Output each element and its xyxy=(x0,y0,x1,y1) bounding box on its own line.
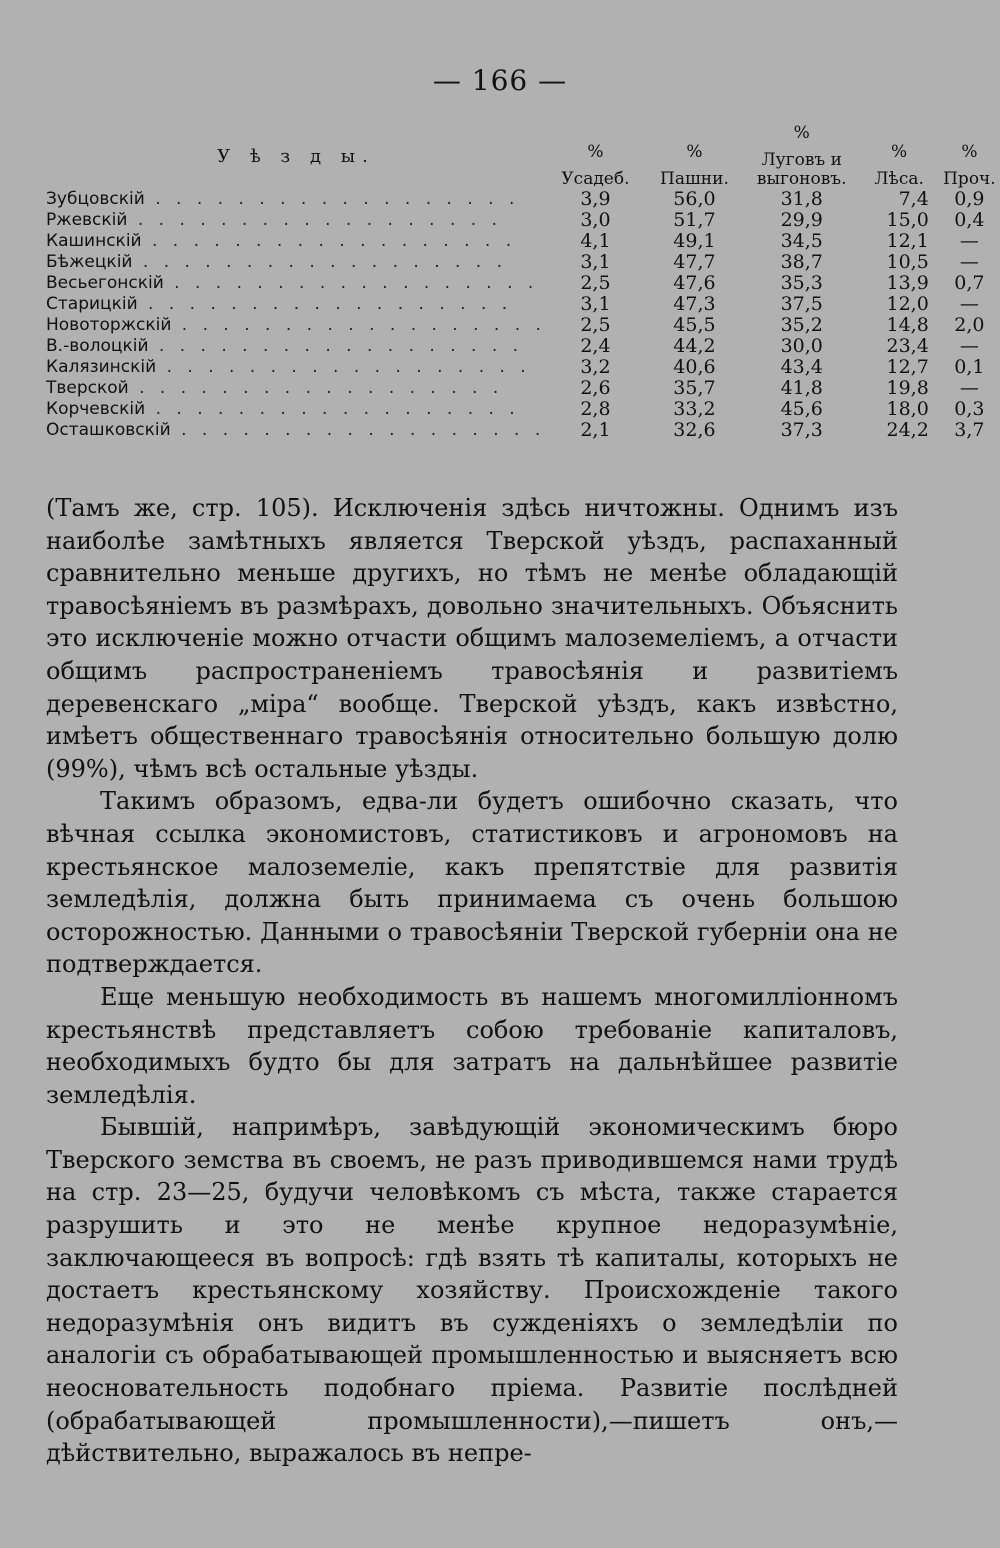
percent-sign: % xyxy=(793,123,810,143)
value-cell: 35,7 xyxy=(673,377,716,399)
value-cell: 3,0 xyxy=(580,209,611,231)
value-cell: 47,7 xyxy=(673,251,716,273)
leader-dots: . . . . . . . . . . . . . . . . . . xyxy=(127,210,502,230)
value-cell: 3,2 xyxy=(580,356,611,378)
value-cell: 38,7 xyxy=(780,251,823,273)
page-number: — 166 — xyxy=(432,64,568,97)
value-cell: 12,1 xyxy=(886,230,929,252)
value-cell: 2,5 xyxy=(580,314,611,336)
value-cell: 33,2 xyxy=(673,398,716,420)
value-cell: 2,6 xyxy=(580,377,611,399)
district-name-cell xyxy=(46,231,546,252)
column-label: Проч. xyxy=(943,169,996,189)
value-cell: 3,9 xyxy=(580,188,611,210)
column-label: Луговъ и выгоновъ. xyxy=(756,150,847,189)
value-cell: 2,4 xyxy=(580,335,611,357)
leader-dots: . . . . . . . . . . . . . . . . . . xyxy=(132,252,508,272)
column-label: Усадеб. xyxy=(561,169,630,189)
value-cell: 35,2 xyxy=(780,314,823,336)
paragraph: Еще меньшую необходимость въ нашемъ многомилліонномъ крестьянствѣ представляетъ собою требованіе капиталовъ, необходимыхъ будто бы для затратъ на дальнѣйшее развитіе земледѣлія. xyxy=(46,982,898,1109)
percent-sign: % xyxy=(587,142,604,162)
district-name-cell xyxy=(46,420,546,441)
value-cell: — xyxy=(959,293,979,315)
district-name: Бѣжецкій xyxy=(46,252,133,272)
district-name: Тверской xyxy=(46,378,129,398)
table-header-row xyxy=(46,124,1000,189)
column-label: Пашни. xyxy=(660,169,729,189)
value-cell: 23,4 xyxy=(886,335,929,357)
leader-dots: . . . . . . . . . . . . . . . . . . xyxy=(171,315,546,335)
value-cell: 45,6 xyxy=(780,398,823,420)
column-label: Лѣса. xyxy=(874,169,924,189)
land-use-table xyxy=(46,124,1000,441)
value-cell: 31,8 xyxy=(780,188,823,210)
district-name-cell xyxy=(46,294,546,315)
value-cell: — xyxy=(959,251,979,273)
district-name-cell xyxy=(46,336,546,357)
table-row xyxy=(46,315,1000,336)
value-cell: 47,6 xyxy=(673,272,716,294)
value-cell: — xyxy=(959,377,979,399)
leader-dots: . . . . . . . . . . . . . . . . . . xyxy=(144,189,520,209)
value-cell: 12,7 xyxy=(886,356,929,378)
column-header-usadby xyxy=(546,124,645,189)
district-name: Старицкій xyxy=(46,294,138,314)
district-name: Калязинскій xyxy=(46,357,157,377)
table-row xyxy=(46,294,1000,315)
table-row xyxy=(46,336,1000,357)
value-cell: 37,5 xyxy=(780,293,823,315)
district-name: Корчевскій xyxy=(46,399,146,419)
district-name: Новоторжскій xyxy=(46,315,172,335)
value-cell: 0,7 xyxy=(954,272,985,294)
value-cell: 37,3 xyxy=(780,419,823,441)
table-row xyxy=(46,420,1000,441)
leader-dots: . . . . . . . . . . . . . . . . . . xyxy=(148,336,524,356)
value-cell: 34,5 xyxy=(780,230,823,252)
district-name: Зубцовскій xyxy=(46,189,145,209)
value-cell: 7,4 xyxy=(898,188,929,210)
value-cell: 2,1 xyxy=(580,419,611,441)
leader-dots: . . . . . . . . . . . . . . . . . . xyxy=(137,294,513,314)
column-header-proch xyxy=(939,124,1000,189)
table-row xyxy=(46,231,1000,252)
leader-dots: . . . . . . . . . . . . . . . . . . xyxy=(170,420,546,440)
table-row xyxy=(46,378,1000,399)
district-name: Осташковскій xyxy=(46,420,171,440)
value-cell: 4,1 xyxy=(580,230,611,252)
value-cell: 2,5 xyxy=(580,272,611,294)
value-cell: 0,1 xyxy=(954,356,985,378)
paragraph: Бывшій, напримѣръ, завѣдующій экономическимъ бюро Тверского земства въ своемъ, не разъ приводившемся нами трудѣ на стр. 23—25, будучи человѣкомъ съ мѣста, также старается разрушить и это не менѣе крупное недоразумѣніе, заключающееся въ вопросѣ: гдѣ взять тѣ капиталы, которыхъ не достаетъ крестьянскому хозяйству. Происхожденіе такого недоразумѣнія онъ видитъ въ сужденіяхъ о земледѣліи по аналогіи съ обрабатывающей промышленностью и выясняетъ всю неосновательность подобнаго пріема. Развитіе послѣдней (обрабатывающей промышленности),—пишетъ онъ,—дѣйствительно, выражалось въ непре- xyxy=(46,1113,898,1468)
district-name-cell xyxy=(46,378,546,399)
table-row xyxy=(46,189,1000,210)
value-cell: 44,2 xyxy=(673,335,716,357)
value-cell: 3,1 xyxy=(580,293,611,315)
district-name-cell xyxy=(46,399,546,420)
district-name-cell xyxy=(46,315,546,336)
district-name: Весьегонскій xyxy=(46,273,164,293)
value-cell: 49,1 xyxy=(673,230,716,252)
value-cell: — xyxy=(959,230,979,252)
value-cell: 41,8 xyxy=(780,377,823,399)
column-header-lesa xyxy=(859,124,938,189)
value-cell: 3,1 xyxy=(580,251,611,273)
percent-sign: % xyxy=(891,142,908,162)
paragraph: Такимъ образомъ, едва-ли будетъ ошибочно сказать, что вѣчная ссылка экономистовъ, статистиковъ и агрономовъ на крестьянское малоземеліе, какъ препятствіе для развитія земледѣлія, должна быть принимаема съ очень большою осторожностью. Данными о травосѣяніи Тверской губерніи она не подтверждается. xyxy=(46,787,898,979)
body-text xyxy=(46,492,898,1470)
district-name-cell xyxy=(46,252,546,273)
value-cell: 43,4 xyxy=(780,356,823,378)
value-cell: 19,8 xyxy=(886,377,929,399)
value-cell: 12,0 xyxy=(886,293,929,315)
value-cell: 14,8 xyxy=(886,314,929,336)
value-cell: 0,4 xyxy=(954,209,985,231)
value-cell: 3,7 xyxy=(954,419,985,441)
value-cell: 15,0 xyxy=(886,209,929,231)
value-cell: 0,3 xyxy=(954,398,985,420)
district-name-cell xyxy=(46,210,546,231)
column-header-lugov xyxy=(744,124,859,189)
value-cell: 29,9 xyxy=(780,209,823,231)
leader-dots: . . . . . . . . . . . . . . . . . . xyxy=(163,273,539,293)
value-cell: 24,2 xyxy=(886,419,929,441)
district-name-cell xyxy=(46,273,546,294)
value-cell: 51,7 xyxy=(673,209,716,231)
column-header-pashni xyxy=(645,124,744,189)
value-cell: — xyxy=(959,335,979,357)
leader-dots: . . . . . . . . . . . . . . . . . . xyxy=(141,231,517,251)
leader-dots: . . . . . . . . . . . . . . . . . . xyxy=(156,357,531,377)
value-cell: 30,0 xyxy=(780,335,823,357)
district-name: Ржевскій xyxy=(46,210,128,230)
table-row xyxy=(46,399,1000,420)
percent-sign: % xyxy=(686,142,703,162)
percent-sign: % xyxy=(961,142,978,162)
table-row xyxy=(46,210,1000,231)
district-name-cell xyxy=(46,189,546,210)
district-name: Кашинскій xyxy=(46,231,142,251)
value-cell: 2,8 xyxy=(580,398,611,420)
value-cell: 2,0 xyxy=(954,314,985,336)
district-column-header: У ѣ з д ы. xyxy=(217,146,375,167)
table-row xyxy=(46,252,1000,273)
value-cell: 10,5 xyxy=(886,251,929,273)
value-cell: 18,0 xyxy=(886,398,929,420)
leader-dots: . . . . . . . . . . . . . . . . . . xyxy=(128,378,504,398)
value-cell: 47,3 xyxy=(673,293,716,315)
value-cell: 0,9 xyxy=(954,188,985,210)
table-row xyxy=(46,273,1000,294)
value-cell: 56,0 xyxy=(673,188,716,210)
value-cell: 45,5 xyxy=(673,314,716,336)
leader-dots: . . . . . . . . . . . . . . . . . . xyxy=(145,399,520,419)
district-name: В.-волоцкій xyxy=(46,336,149,356)
table-row xyxy=(46,357,1000,378)
value-cell: 13,9 xyxy=(886,272,929,294)
district-name-cell xyxy=(46,357,546,378)
value-cell: 35,3 xyxy=(780,272,823,294)
value-cell: 32,6 xyxy=(673,419,716,441)
value-cell: 40,6 xyxy=(673,356,716,378)
paragraph: (Тамъ же, стр. 105). Исключенія здѣсь ничтожны. Однимъ изъ наиболѣе замѣтныхъ является Тверской уѣздъ, распаханный сравнительно меньше другихъ, но тѣмъ не менѣе обладающій травосѣяніемъ въ размѣрахъ, довольно значительныхъ. Объяснить это исключеніе можно отчасти общимъ малоземеліемъ, а отчасти общимъ распространеніемъ травосѣянія и развитіемъ деревенскаго „міра“ вообще. Тверской уѣздъ, какъ извѣстно, имѣетъ общественнаго травосѣянія относительно большую долю (99%), чѣмъ всѣ остальные уѣзды. xyxy=(46,494,898,783)
